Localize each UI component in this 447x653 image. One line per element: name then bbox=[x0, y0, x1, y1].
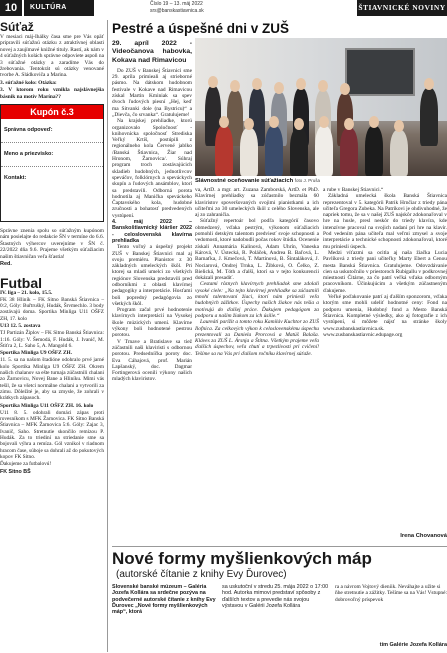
coupon-name-field bbox=[1, 143, 103, 167]
photo-caption-text: Slávnostné oceňovanie súťažiacich bbox=[195, 178, 294, 184]
coupon-contact-field bbox=[1, 167, 103, 191]
futbal-title: Futbal bbox=[0, 274, 42, 291]
col2-p2: Súťažný repertoár bol podľa kategórií časovo obmedzený, vďaka pestrým, výkonom súťažiacich pomohli detským talentom predviesť svoje schopnosti a vedomosti, ktoré nadobudli počas rokov štúdia. Ocenenie získali Annamária Kalinová, Adam Uhrín, Vaneska Kárová, V. Ústecká, R. Poláček, Andrea B. Baľová, L. Barnaťka, J. Kmečová, T. Martinová, B. Šintaláková, J. Nociarová, Ondrej Trnka, L. Žibková, O. Čelko, Z. Bielická, M. Tóth a ďalší, ktorí sa v tejto konkurencii dokázali presadiť. bbox=[195, 218, 319, 282]
coupon-name-label: Meno a priezvisko: bbox=[4, 151, 54, 158]
article-col-3 bbox=[323, 187, 447, 532]
futbal-sign: FK Sitno BŠ bbox=[0, 468, 31, 475]
coupon-answer-label: Správna odpoveď: bbox=[4, 127, 53, 134]
second-col-2 bbox=[222, 584, 330, 609]
col1-p6: V Trnave a Bratislave sa tiež zúčastnili naši klaviristi s odbornou porotou. Predsedníčka poroty doc. Eva Cáhajová, prof. Marián Lapšanský, doc. Dagmar Fortingerová ocenili výkony našich mladých klaviristov. bbox=[112, 338, 192, 383]
article-photo bbox=[195, 38, 447, 176]
photo-board bbox=[345, 48, 415, 96]
section-label: KULTÚRA bbox=[24, 0, 94, 16]
left-column bbox=[0, 20, 104, 653]
contest-sign: Red. bbox=[0, 261, 12, 268]
issue-email: srs@banskastiavnica.sk bbox=[150, 7, 204, 14]
contest-title: Súťaž bbox=[0, 20, 34, 34]
second-c3: ra a návrom Vojtový dieniik. Neváhajte a užite si ňhe stretnutie a zážitky. Tešíme sa na Vás! Vstupné: dobrovoľný príspevok bbox=[335, 584, 447, 603]
col1-p2: Na krajskej prehliadke, ktorú organizovalo Spoločnosť - knihovnícka spoločnosť Strediska Veľký Krtíš, postúpili z regionálneho kola Červené jablko /Banská Štiavnica, Žiar nad Hronom, Žarnovica/. Súhraj program troch zostávajúcich skladieb hudobných, jednotlivcov speváčov, folklórnych a speváckych skupín a ľudových ansámblov, ktorí sa predstavili. Odborná porota hodnotila aj Manička speváckeho Čaptavského kola, hudobné zručnosti a bohatosť predvedených vystúpení. bbox=[112, 118, 192, 219]
futbal-p2: TJ Partizán Žiplov – FK Sitno Banská Štiavnica: 1:16. Góly: V. Šemodá, F. Hudák, J. Ivanič, M. Štiťra 2, L. Saho 5, A. Mangold 6. bbox=[0, 330, 104, 349]
photo-caption bbox=[195, 178, 447, 184]
futbal-p1: FK 38 Hliník – FK Sitno Banská Štiavnica – 0:2, Góly: Buřtrušký, Hudák, Šrvmechlo. 3 body zostávajú doma. Sportika Minliga U11 OŠFZ ZH, 17. kolo bbox=[0, 296, 104, 322]
col2-p3: Cestami rôznych klavírnych prehliadok sme zdolali vysoké ciele: „Na tejto klavírnej prehliadke sa zúčastnili mnohí talentovaní žiaci, ktorí nám priniesli veľa hudobných zážitkov. Úspechy našich žiakov nás tešia a motivujú do ďalšej práce. Ďakujem pedagógom za podporu a našim žiakom za ich úsilie.“ bbox=[195, 281, 319, 319]
main-article bbox=[112, 20, 447, 37]
col1-p3: 4. máj 2022 – Banskoštiavnický kláršer 2022 - celoslovenská klavírna prehliadka bbox=[112, 219, 192, 244]
col3-p3: Medzi víťazmi sa ocitla aj naša žiačka Lucia Pavlíková z triedy pani učiteľky Marty Ebert a Cenou mesta Banská Štiavnica. Gratulujeme. Odovzdávanie cien sa uskutočnilo v priestoroch Rubigallu v podkrovnej miestnosti Čitárne, za čo patrí veľká vďaka odborným pracovníkom. Účinkujúcim a všetkým zúčastneným ďakujeme. bbox=[323, 249, 447, 294]
futbal-p4: U11 8. 5. odohrali domáci zápas proti rovesníkom s MFK Žarnovica. FK Sitno Banská Štiavnica – MFK Žarnovica 5:6. Góly: Zajac 3, Ivanič, Saho. Stretnutie skončilo remizou P. Hudák. Za to triediní na striedanie sme sa bojovali výhra a remíza. Gól vznikol v riadnom hracom čase, súboje sa dohrali až do pokutových kopov FK Sitno. bbox=[0, 409, 104, 460]
futbal-thanks: Ďakujeme za futbalovú! bbox=[0, 461, 52, 468]
second-article-title: Nové formy myšlienkových máp bbox=[112, 549, 372, 568]
second-col-1 bbox=[112, 584, 216, 615]
col1-p5: Program začal prvé hodnotenie klavírnych interpretácií na Vysokej škole múzických umení. Klavírne výkony boli hodnotené pestrou porotou. bbox=[112, 307, 192, 339]
col3-p4: Veľké poďakovanie patrí aj ďalším sponzorom, vďaka ktorým sme mohli udeliť hodnotné ceny: Fond na podporu umenia, Hudobný fond a Mesto Banská Štiavnica. Kompletné výsledky, ako aj fotografie z ich vystúpení, si môžete nájsť na stránke školy www.zusbanskastiavnica.sk. bbox=[323, 294, 447, 332]
second-article-subtitle: (autorské čítanie z knihy Evy Ďurovec) bbox=[116, 569, 287, 580]
article-col-2 bbox=[195, 187, 319, 542]
futbal-p2-head: U13 12. 5. zostava bbox=[0, 322, 41, 329]
coupon-answer-field bbox=[1, 119, 103, 143]
second-col-3 bbox=[335, 584, 447, 603]
photo-credit: foto J. Pruša bbox=[294, 178, 321, 183]
col2-p4: Laureáti parížit a tomto roku Kamiláv Kuchtor zo ZUŠ Ilofnica. Za celkových výkon k celoslovenskému úspechu prezentovali za Daniela Prorcová a Matúš Balaša. Kláves za ZUŠ L. Ársnja a Štítna. Všetkým prajeme veľa ďalších úspechov, veľa chutí a trpezlivosti pri cvičení! Tešíme sa na Vás pri ďalšom ročníku klavírnej súťaže. bbox=[195, 319, 319, 357]
second-c2: sa uskutoční v stredu 25. mája 2022 o 17:00 hod. Autorka mimovi predstaví spôsoby z ďalších textov a prevedie nás svojou výstavou v Galérii Jozefa Kollára bbox=[222, 584, 329, 609]
article-subhead: 29. apríl 2022 - Videočanova habovka, Kokava nad Rimavicou bbox=[112, 40, 192, 64]
col3-p5: www.zusbanskastiavnic.edupage.org bbox=[323, 331, 403, 338]
second-sign: tím Galérie Jozefa Kollára bbox=[379, 642, 447, 648]
second-c1: Slovenské banské múzeum – Galéria Jozefa Kollára sa srdečne pozýva na podvečerné autorské čítanie z knihy Evy Ďurovec „Nové formy myšlienkových máp“, ktorá bbox=[112, 584, 216, 616]
article-author: Irena Chovanová bbox=[400, 533, 447, 539]
contest-question: 3. V ktorom roku vznikla najslávnejšia básnik na motív Marína?? bbox=[0, 87, 104, 100]
article-title: Pestré a úspešné dni v ZUŠ bbox=[112, 21, 290, 36]
futbal-p4-head: Sportika Minliga U11 OŠFZ ZH. 16. kolo bbox=[0, 402, 94, 409]
contest-round: 3. súťažné kolo: Otázka: bbox=[0, 79, 57, 86]
futbal-p3: 11. 5. sa na našom štadióne odohralo prvé jarné kolo Sportika Minliga U9 OŠFZ ZH. Okrem našich chalanov sa ešte turnaja zúčastnili chalani zo Žarnovicu, Novej Bane a Hliníku. Mimi vás tešil, že sa všetci normálne chalani a vytvorili za zimu. Dôležité je, aby sa zmysle, že zohrali v krátkych zápasoch. bbox=[0, 357, 104, 402]
contest-footer: Správne znenia spolu so súťažným kupónom nám posielajte do redakcie ŠN v termíne do 6.6. Štastných výhercov uverejníme v ŠN č. 22/2022 dňa 9.6. Prajeme všetkým súťažiacim našim štiavničan veľa šťastia! bbox=[0, 228, 104, 260]
coupon-title: Kupón č.3 bbox=[1, 105, 103, 119]
futbal-p1-head: IV. liga – 21. kolo, 15.5. bbox=[0, 289, 53, 296]
col1-p1: Do ZUŠ v Banskej Štiavnici sme 29. apríla primieali aj strieborné pásmo. Na dátskom hudobnom festivale v Kokave nad Rimavicou získal Martin Kminiak sa spev dvoch ľudových piesní „Hej, keď ma Sitvanki dole (na Bystricu)“ a „Dievča, čo srvanka“. Gratulujeme! bbox=[112, 67, 192, 118]
col1-p4: Tento voľný a úspešný projekt ZUŠ v Banskej Štiavnici mal aj svoju premiéru. Pianistov z 30 základných umeleckých škôl. Pri ktorej sa mladí umelci zo všetkých regiónov Slovenska predstavili pred odborníkmi z oblasti klavírnej pedagogiky a interpretácie. Hosťami boli popredný pedagógovia zo všetkých škôl. bbox=[112, 244, 192, 307]
col3-p1: a rube v Banskej Štiavnici.“ bbox=[323, 187, 384, 193]
article-col-1 bbox=[112, 40, 192, 540]
page-number: 10 bbox=[0, 0, 22, 16]
page-header bbox=[0, 0, 447, 16]
coupon bbox=[0, 104, 104, 222]
coupon-contact-label: Kontakt: bbox=[4, 175, 27, 182]
col3-p2: Základná umelecká škola Banská Štiavnica reprezentoval v 5. kategórii Patrik Hrnčiar z triedy pána učiteľa Gregora Zubeka. Na Patrikovi je ohdivuhodné, že napriek tomu, že sa v našej ZUŠ najskôr zdokonaľoval v hre na husle, presl neskôr do triedy klavíra, kde intenzívne pracoval na svojich nadaní pri hre na klavír. Pod vedením pána učiteľa mal veľmi zmysel a svoje interpretácie a technické schopnosti zdokonaľoval, ktoré mu priniesli úspech. bbox=[323, 193, 447, 250]
issue-date: Číslo 19 – 13. máj 2022 bbox=[150, 1, 203, 7]
issue-info bbox=[150, 1, 204, 14]
column-divider bbox=[107, 20, 108, 652]
masthead: ŠTIAVNICKÉ NOVINY bbox=[357, 0, 447, 16]
futbal-section bbox=[0, 276, 104, 475]
futbal-p3-head: Sportika Minliga U9 OŠFZ ZH. bbox=[0, 350, 72, 357]
contest-body: V mesiaci máj-Ihálky časa sme pre Vás opäť pripravili súťažnú otázku z atraktívnej oblasti novej a zaujímavé knižné tituly. Rastí, ak nám v 4 súťažných kolách správne odpoviete aspoň na 3 súťažné otázky a zaradíme Vás do žrebovania. Tentokrát sú otázky venované tvorbe A. Sládkoviča a Marina. bbox=[0, 34, 104, 79]
section-divider bbox=[112, 546, 447, 547]
col2-p1: va, ArtD. a mgr. art. Zuzana Zamborská, ArtD. et PhD. Klavírnej prehliadky sa zúčastnilo bezmála 60 klaviristov spoveršovaných svojimi pianistkami a ich učiteľmi zo 30 umeleckých škôl z celého Slovenska, ale aj zo zahraničia. bbox=[195, 187, 319, 219]
